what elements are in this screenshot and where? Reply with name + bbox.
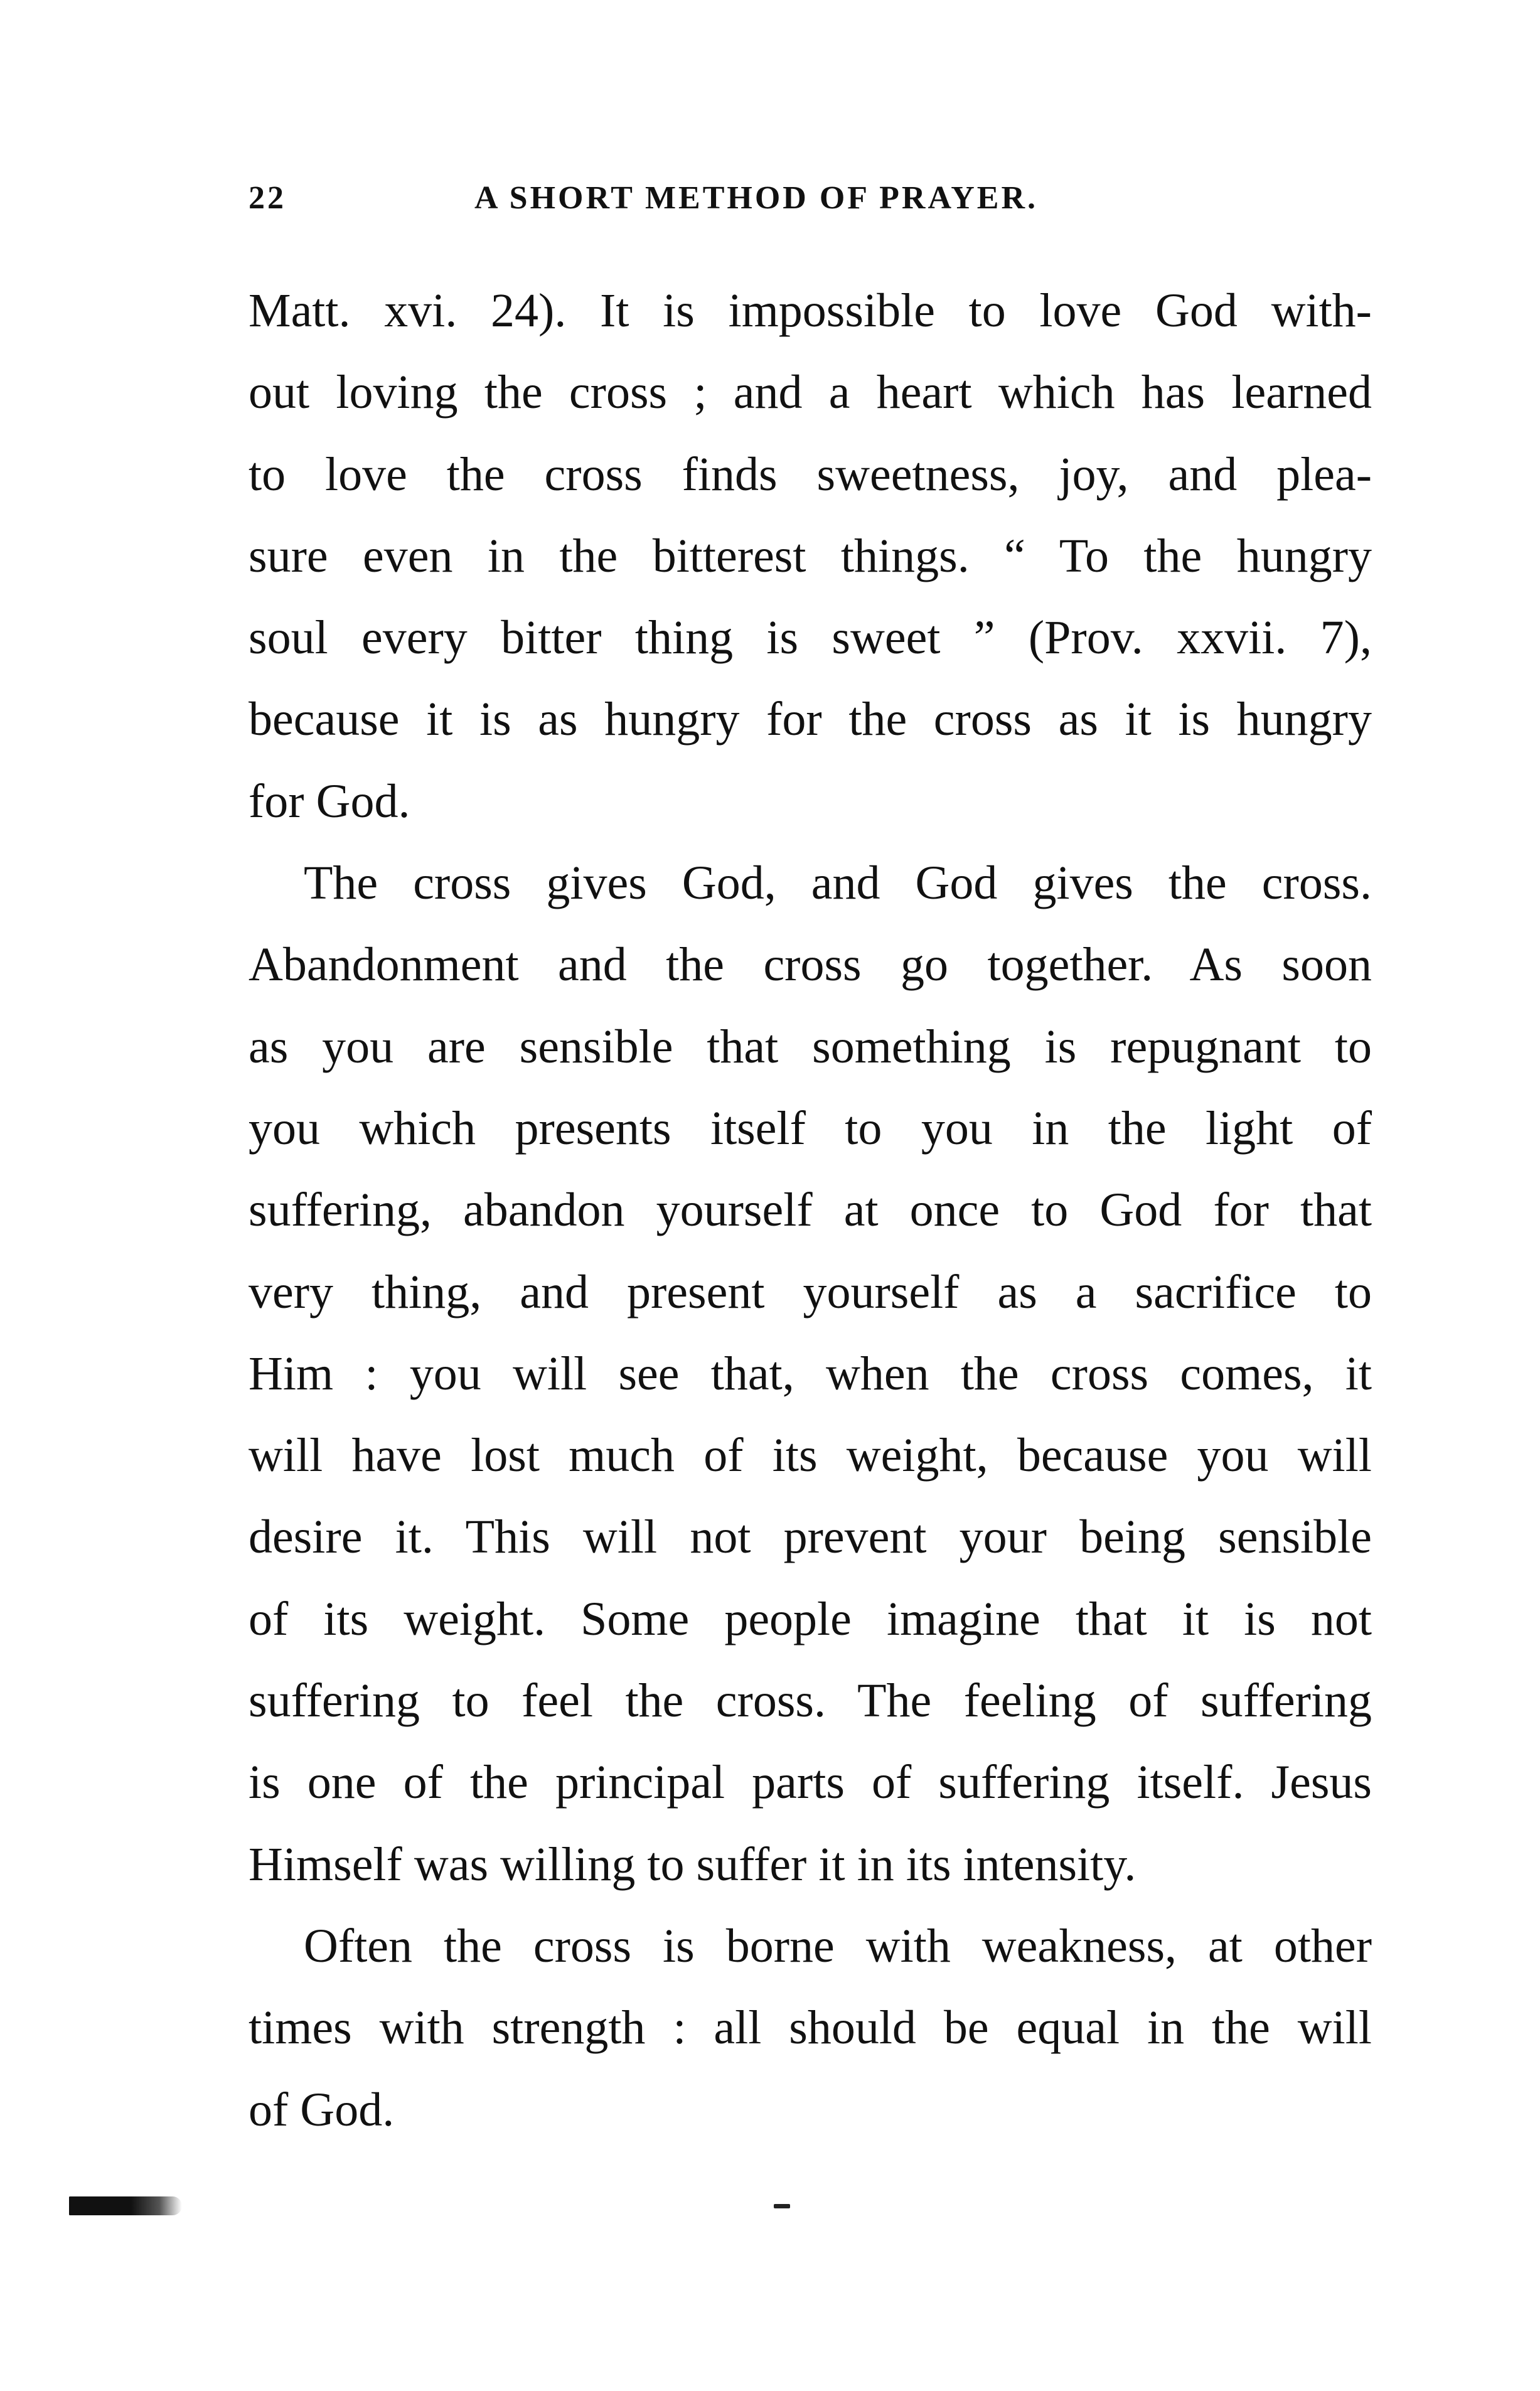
running-title: A SHORT METHOD OF PRAYER. xyxy=(474,180,1039,216)
scan-ink-blot xyxy=(69,2196,182,2215)
text-line: you which presents itself to you in the light of xyxy=(249,1101,1372,1155)
text-line: of God. xyxy=(249,2083,395,2136)
text-line: Abandonment and the cross go together. As soon xyxy=(249,938,1372,992)
body-text xyxy=(249,270,1372,2151)
text-line: desire it. This will not prevent your being sensible xyxy=(249,1511,1372,1564)
text-line: Matt. xvi. 24). It is impossible to love God with- xyxy=(249,284,1372,337)
text-line: very thing, and present yourself as a sacrifice to xyxy=(249,1265,1372,1319)
text-line: times with strength : all should be equal in the will xyxy=(249,2001,1372,2055)
text-line: suffering, abandon yourself at once to God for that xyxy=(249,1184,1372,1237)
text-line: will have lost much of its weight, because you will xyxy=(249,1429,1372,1482)
text-line: is one of the principal parts of suffering itself. Jesus xyxy=(249,1756,1372,1809)
running-head xyxy=(249,173,1378,223)
text-line: suffering to feel the cross. The feeling of suffering xyxy=(249,1674,1372,1728)
text-line: sure even in the bitterest things. “ To the hungry xyxy=(249,529,1372,582)
text-line: Him : you will see that, when the cross comes, it xyxy=(249,1347,1372,1400)
page-number: 22 xyxy=(249,180,286,216)
text-line: to love the cross finds sweetness, joy, and plea- xyxy=(249,447,1372,501)
text-line: because it is as hungry for the cross as it is hungry xyxy=(249,693,1372,746)
text-line: for God. xyxy=(249,774,410,828)
text-line: The cross gives God, and God gives the cross. xyxy=(304,857,1372,910)
text-line: of its weight. Some people imagine that it is not xyxy=(249,1592,1372,1645)
scan-ink-mark xyxy=(774,2204,790,2208)
text-line: Himself was willing to suffer it in its intensity. xyxy=(249,1837,1136,1891)
text-line: as you are sensible that something is repugnant to xyxy=(249,1020,1372,1073)
text-line: out loving the cross ; and a heart which has learned xyxy=(249,366,1372,419)
text-line: soul every bitter thing is sweet ” (Prov. xxvii. 7), xyxy=(249,611,1372,665)
text-line: Often the cross is borne with weakness, at other xyxy=(304,1919,1372,1972)
